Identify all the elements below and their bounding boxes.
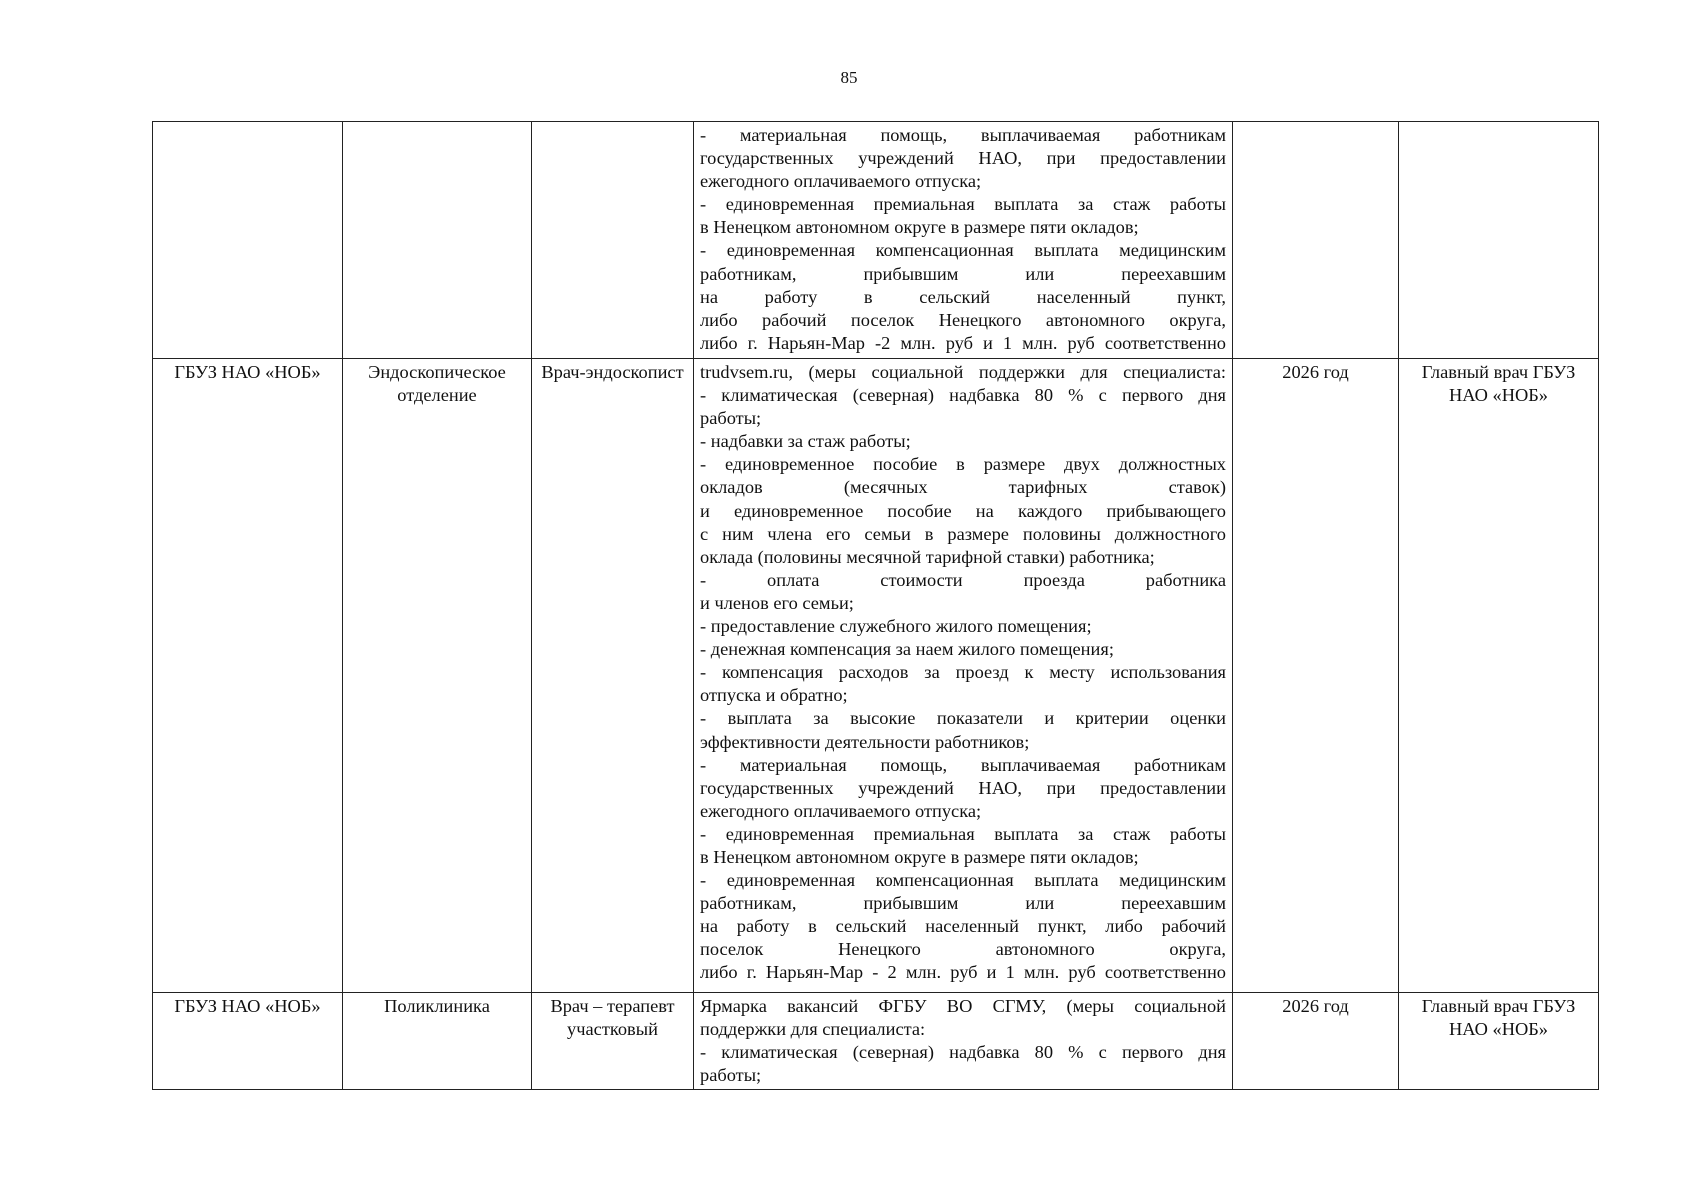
support-measure-line: и единовременное пособие на каждого прибывающего (700, 500, 1226, 521)
support-measure-line: в Ненецком автономном округе в размере пяти окладов; (700, 846, 1139, 867)
department-cell: Поликлиника (343, 993, 532, 1090)
support-measure-line: - материальная помощь, выплачиваемая работникам (700, 125, 1226, 145)
support-measure-line: поддержки для специалиста: (700, 1019, 926, 1040)
support-measure-line: на работу в сельский населенный пункт, либо рабочий (700, 916, 1226, 937)
vacancy-table (152, 121, 1599, 1090)
responsible-cell: Главный врач ГБУЗ НАО «НОБ» (1399, 993, 1599, 1090)
support-measure-line: работы; (700, 408, 762, 429)
support-measure-line: - надбавки за стаж работы; (700, 431, 911, 452)
page-number: 85 (840, 68, 858, 87)
support-measure-line: окладов (месячных тарифных ставок) (700, 477, 1226, 498)
support-measure-line: Ярмарка вакансий ФГБУ ВО СГМУ, (меры социальной (700, 996, 1226, 1016)
support-measures-cell (694, 359, 1233, 993)
support-measure-line: оклада (половины месячной тарифной ставки) работника; (700, 546, 1155, 567)
support-measure-line: работникам, прибывшим или переехавшим (700, 263, 1226, 284)
support-measure-line: либо г. Нарьян-Мар -2 млн. руб и 1 млн. руб соответственно (700, 332, 1226, 353)
year-cell: 2026 год (1233, 359, 1399, 993)
position-cell (532, 122, 694, 359)
table-row (153, 993, 1599, 1090)
support-measure-line: на работу в сельский населенный пункт, (700, 286, 1226, 307)
support-measure-line: - материальная помощь, выплачиваемая работникам (700, 754, 1226, 775)
organization-cell: ГБУЗ НАО «НОБ» (153, 359, 343, 993)
support-measure-line: поселок Ненецкого автономного округа, (700, 939, 1226, 960)
support-measure-line: либо рабочий поселок Ненецкого автономного округа, (700, 309, 1226, 330)
support-measures-cell (694, 122, 1233, 359)
vacancy-table-body (153, 122, 1599, 1090)
support-measure-line: в Ненецком автономном округе в размере пяти окладов; (700, 217, 1139, 238)
support-measure-line: - выплата за высокие показатели и критерии оценки (700, 708, 1226, 729)
support-measure-line: либо г. Нарьян-Мар - 2 млн. руб и 1 млн. руб соответственно (700, 962, 1226, 983)
support-measure-line: ежегодного оплачиваемого отпуска; (700, 171, 982, 192)
support-measure-line: - предоставление служебного жилого помещения; (700, 616, 1092, 637)
support-measure-line: - денежная компенсация за наем жилого помещения; (700, 639, 1114, 660)
support-measure-line: - единовременная премиальная выплата за стаж работы (700, 194, 1226, 215)
support-measure-line: отпуска и обратно; (700, 685, 848, 706)
support-measure-line: - единовременное пособие в размере двух должностных (700, 454, 1226, 475)
responsible-cell (1399, 122, 1599, 359)
support-measure-line: работы; (700, 1065, 762, 1086)
support-measure-line: работникам, прибывшим или переехавшим (700, 893, 1226, 914)
support-measure-line: trudvsem.ru, (меры социальной поддержки для специалиста: (700, 362, 1226, 382)
table-row (153, 122, 1599, 359)
support-measures-cell (694, 993, 1233, 1090)
support-measure-line: - климатическая (северная) надбавка 80 % с первого дня (700, 385, 1226, 406)
organization-cell: ГБУЗ НАО «НОБ» (153, 993, 343, 1090)
support-measure-line: - компенсация расходов за проезд к месту использования (700, 662, 1226, 683)
support-measure-line: - климатическая (северная) надбавка 80 % с первого дня (700, 1042, 1226, 1063)
support-measure-line: государственных учреждений НАО, при предоставлении (700, 777, 1226, 798)
table-row (153, 359, 1599, 993)
position-cell: Врач-эндоскопист (532, 359, 694, 993)
support-measure-line: и членов его семьи; (700, 592, 854, 613)
support-measure-line: - единовременная компенсационная выплата медицинским (700, 240, 1226, 261)
support-measure-line: - оплата стоимости проезда работника (700, 569, 1226, 590)
responsible-cell: Главный врач ГБУЗ НАО «НОБ» (1399, 359, 1599, 993)
support-measure-line: эффективности деятельности работников; (700, 731, 1030, 752)
position-cell: Врач – терапевт участковый (532, 993, 694, 1090)
department-cell (343, 122, 532, 359)
support-measure-line: ежегодного оплачиваемого отпуска; (700, 800, 982, 821)
organization-cell (153, 122, 343, 359)
support-measure-line: с ним члена его семьи в размере половины должностного (700, 523, 1226, 544)
year-cell: 2026 год (1233, 993, 1399, 1090)
year-cell (1233, 122, 1399, 359)
support-measure-line: - единовременная премиальная выплата за стаж работы (700, 823, 1226, 844)
support-measure-line: государственных учреждений НАО, при предоставлении (700, 148, 1226, 169)
support-measure-line: - единовременная компенсационная выплата медицинским (700, 870, 1226, 891)
department-cell: Эндоскопическое отделение (343, 359, 532, 993)
